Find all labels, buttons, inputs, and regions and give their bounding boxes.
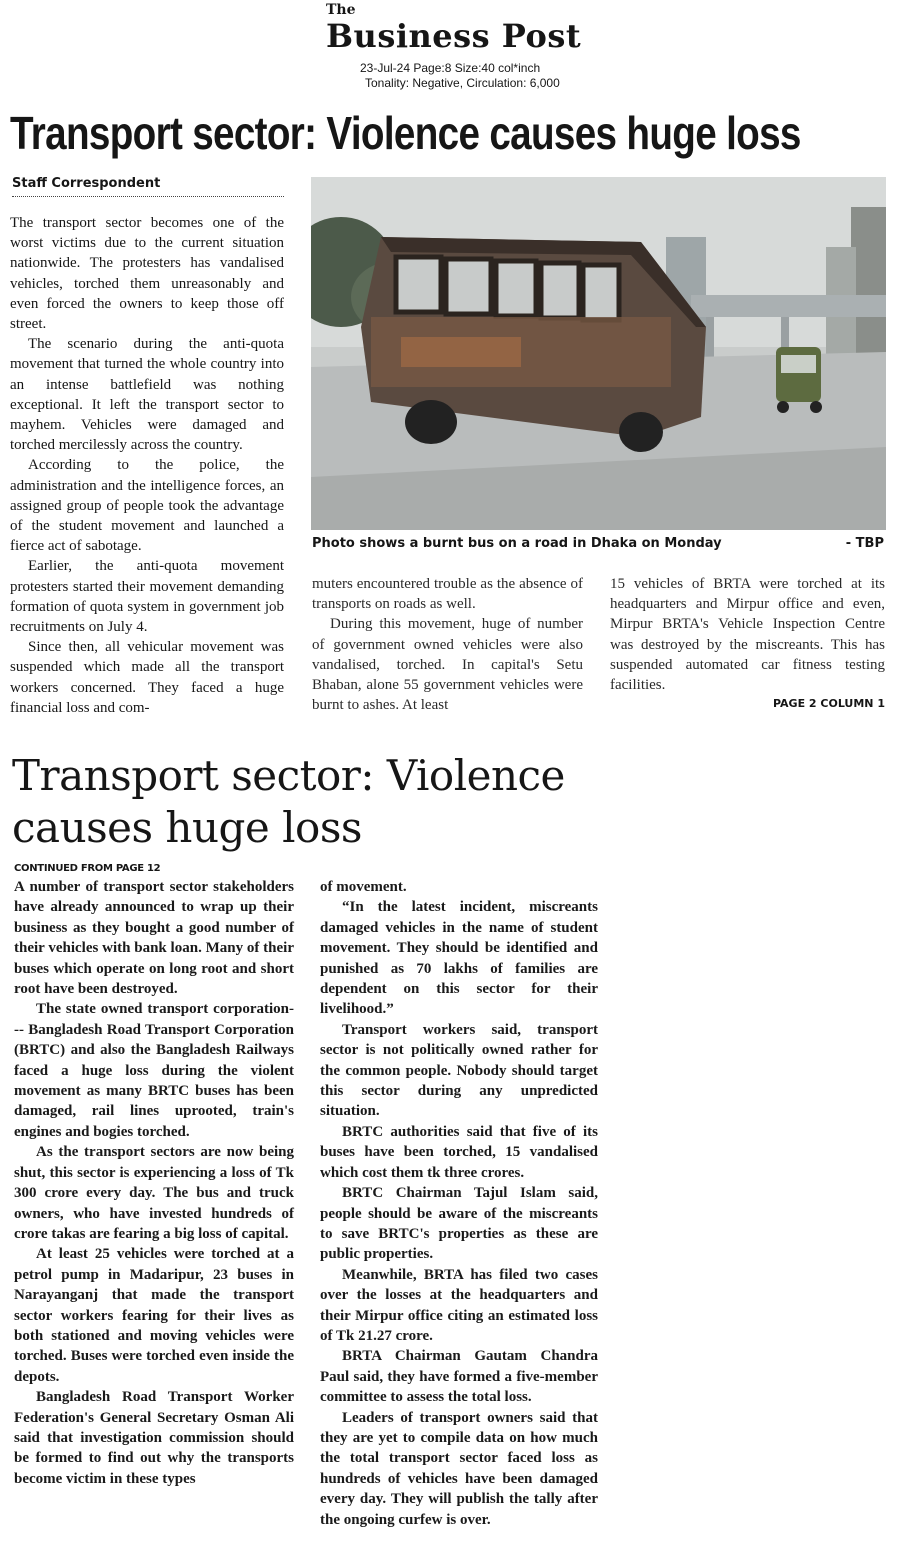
photo-credit: - TBP [845, 536, 884, 551]
paragraph: A number of transport sector stakeholders have already announced to wrap up their business as they bought a good number of their vehicles with bank loan. Many of their buses which operate on long root and short root have been destroyed. [14, 879, 294, 998]
paragraph: Transport workers said, transport sector is not politically owned rather for the common people. Nobody should target this sector during any unpredicted situation. [320, 1021, 598, 1120]
photo-caption [312, 536, 884, 552]
paragraph: Since then, all vehicular movement was suspended which made all the transport workers concerned. They faced a huge financial loss and com- [10, 639, 284, 716]
masthead-the: The [326, 2, 356, 18]
paragraph: 15 vehicles of BRTA were torched at its headquarters and Mirpur office and even, Mirpur BRTA's Vehicle Inspection Centre was destroyed by the miscreants. This has suspended automated car fitness testing facilities. [610, 576, 885, 694]
article2-column-1 [14, 877, 294, 1489]
caption-text: Photo shows a burnt bus on a road in Dhaka on Monday [312, 536, 722, 551]
article1-column-2 [312, 574, 583, 715]
paragraph: BRTA Chairman Gautam Chandra Paul said, they have formed a five-member committee to assess the total loss. [320, 1348, 598, 1406]
paragraph: As the transport sectors are now being shut, this sector is experiencing a loss of Tk 300 crore every day. The bus and truck owners, who have invested hundreds of crore takas are fearing a big loss of capital. [14, 1144, 294, 1242]
paragraph: “In the latest incident, miscreants damaged vehicles in the name of student movement. They should be identified and punished as 70 lakhs of families are dependent on this sector for their livelihood.” [320, 899, 598, 1018]
article1-headline: Transport sector: Violence causes huge loss [10, 107, 801, 159]
paragraph: BRTC authorities said that five of its buses have been torched, 15 vandalised which cost them tk three crores. [320, 1123, 598, 1181]
masthead-title: Business Post [326, 17, 582, 55]
article2-column-2 [320, 877, 598, 1530]
clip-meta-tonality: Tonality: Negative, Circulation: 6,000 [365, 76, 560, 90]
article1-column-3 [610, 574, 885, 695]
continued-label: CONTINUED FROM PAGE 12 [14, 863, 161, 874]
paragraph: Earlier, the anti-quota movement protesters started their movement demanding formation of quota system in government job recruitments on July 4. [10, 558, 284, 636]
paragraph: muters encountered trouble as the absence of transports on roads as well. [312, 576, 583, 613]
paragraph: According to the police, the administration and the intelligence forces, an assigned group of people took the advantage of the student movement and launched a fierce act of sabotage. [10, 457, 284, 555]
article2-headline: Transport sector: Violence causes huge loss [12, 751, 565, 852]
paragraph: During this movement, huge of number of government owned vehicles were also vandalised, torched. In capital's Setu Bhaban, alone 55 government vehicles were burnt to ashes. At least [312, 616, 583, 714]
paragraph: Leaders of transport owners said that they are yet to compile data on how much the total transport sector faced loss as hundreds of vehicles have been damaged every day. They will publish the tally after the ongoing curfew is over. [320, 1409, 598, 1528]
article1-column-1 [10, 213, 284, 718]
paragraph: of movement. [320, 879, 407, 895]
paragraph: The transport sector becomes one of the worst victims due to the current situation nationwide. The protesters has vandalised vehicles, torched them unreasonably and even forced the owners to keep those off street. [10, 215, 284, 333]
article1-byline: Staff Correspondent [12, 176, 284, 197]
paragraph: BRTC Chairman Tajul Islam said, people should be aware of the miscreants to save BRTC's properties as these are public properties. [320, 1185, 598, 1263]
paragraph: The state owned transport corporation--- Bangladesh Road Transport Corporation (BRTC) and also the Bangladesh Railways faced a huge loss during the violent movement as many BRTC buses has been damaged, rail lines uprooted, train's engines and bogies torched. [14, 1001, 294, 1140]
burnt-bus-photo [311, 177, 886, 530]
paragraph: Bangladesh Road Transport Worker Federation's General Secretary Osman Ali said that investigation commission should be formed to find out why the transports become victim in these types [14, 1389, 294, 1487]
paragraph: The scenario during the anti-quota movement that turned the whole country into an intense battlefield was nothing exceptional. It left the transport sector to mayhem. Vehicles were damaged and torched mercilessly across the country. [10, 336, 284, 454]
paragraph: Meanwhile, BRTA has filed two cases over the losses at the headquarters and their Mirpur office citing an estimated loss of Tk 21.27 crore. [320, 1266, 598, 1344]
paragraph: At least 25 vehicles were torched at a petrol pump in Madaripur, 23 buses in Narayanganj that made the transport sector workers fearing for their lives as both stationed and moving vehicles were torched. Buses were torched even inside the depots. [14, 1246, 294, 1385]
clip-meta-date-size: 23-Jul-24 Page:8 Size:40 col*inch [360, 61, 541, 75]
jump-line: PAGE 2 COLUMN 1 [772, 697, 885, 710]
